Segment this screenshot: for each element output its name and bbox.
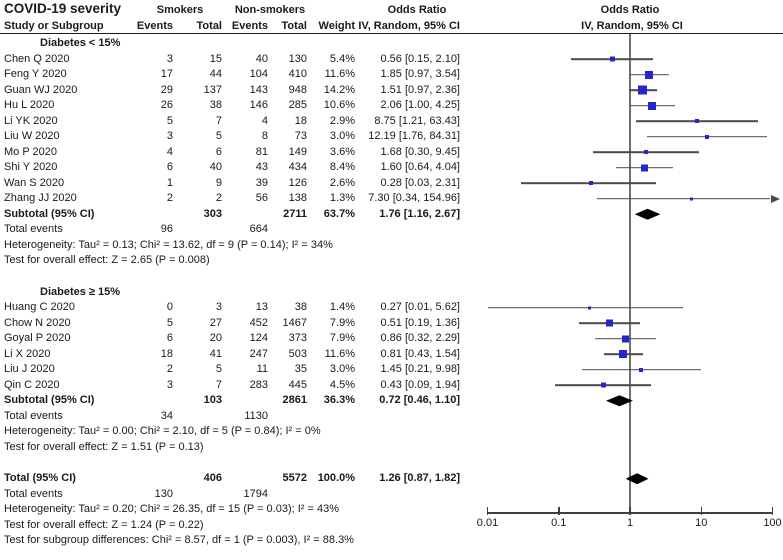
subtotal-ci-text: 1.76 [1.16, 2.67] [379,207,460,220]
study-name: Li YK 2020 [4,114,58,127]
study-row [0,191,783,207]
subtotal-ci-text: 0.72 [0.46, 1.10] [379,394,460,406]
study-row [0,176,783,192]
odds-ratio-ci-text: 12.19 [1.76, 84.31] [368,130,460,142]
header-divider-rule [0,33,783,35]
nonsmokers-events: 40 [255,52,268,65]
smokers-total: 27 [209,316,222,329]
smokers-events: 2 [166,192,173,204]
subtotal-nonsmokers-total: 2861 [282,394,307,406]
weight-value: 14.2% [323,83,355,96]
weight-value: 4.5% [329,378,355,391]
effect-square [639,368,643,372]
nonsmokers-events: 8 [261,130,268,142]
study-row [0,316,783,332]
study-row [0,114,783,130]
study-row [0,378,783,394]
study-name: Hu L 2020 [4,99,55,111]
study-name: Liu W 2020 [4,130,60,142]
total-events-nonsmokers: 1794 [243,487,268,500]
weight-value: 7.9% [329,332,355,344]
plot-title: COVID-19 severity [4,1,122,16]
study-name: Li X 2020 [4,347,51,360]
subtotal-row [0,207,783,223]
smokers-events: 3 [166,52,173,65]
odds-ratio-ci-text: 0.56 [0.15, 2.10] [380,52,460,65]
study-row [0,362,783,378]
study-row [0,98,783,114]
pooled-diamond [635,209,661,220]
effect-square [619,350,627,358]
col-header-total-nonsmokers: Total [281,20,307,32]
weight-value: 2.9% [329,114,355,127]
smokers-events: 2 [166,363,173,375]
odds-ratio-ci-text: 1.85 [0.97, 3.54] [380,68,460,80]
nonsmokers-total: 410 [288,68,307,80]
nonsmokers-total: 18 [294,114,307,127]
nonsmokers-total: 445 [288,378,307,391]
nonsmokers-total: 130 [288,52,307,65]
smokers-group-header: Smokers [156,4,204,16]
study-name: Huang C 2020 [4,301,75,313]
smokers-total: 5 [215,130,222,142]
nonsmokers-total: 285 [288,99,307,111]
nonsmokers-events: 143 [249,83,268,96]
subgroup-title-row [0,36,783,52]
total-events-smokers: 96 [160,223,173,235]
odds-ratio-ci-text: 0.81 [0.43, 1.54] [380,347,460,360]
subtotal-weight: 63.7% [323,207,355,220]
nonsmokers-total: 948 [288,83,307,96]
weight-value: 11.6% [324,68,355,80]
smokers-total: 41 [209,347,222,360]
grand-total-nonsmokers-total: 5572 [282,472,307,484]
weight-value: 3.0% [329,363,355,375]
stat-note: Heterogeneity: Tau² = 0.13; Chi² = 13.62, df = 9 (P = 0.14); I² = 34% [4,238,333,251]
subtotal-smokers-total: 103 [203,394,222,406]
effect-square [648,102,656,110]
nonsmokers-total: 126 [288,176,307,189]
study-name: Qin C 2020 [4,378,60,391]
smokers-total: 5 [215,363,222,375]
odds-ratio-ci-text: 8.75 [1.21, 63.43] [374,114,460,127]
smokers-events: 0 [166,301,173,313]
odds-ratio-ci-text: 0.51 [0.19, 1.36] [380,316,460,329]
stat-note-row [0,440,783,456]
odds-ratio-ci-text: 0.27 [0.01, 5.62] [380,301,460,313]
odds-ratio-ci-text: 1.68 [0.30, 9.45] [380,145,460,158]
weight-value: 5.4% [329,52,355,65]
subtotal-label: Subtotal (95% CI) [4,394,95,406]
effect-square [690,197,693,200]
nonsmokers-events: 124 [249,332,268,344]
ci-arrow-right [771,195,780,203]
grand-total-weight: 100.0% [317,472,355,484]
odds-ratio-plot-header: Odds Ratio [600,4,660,16]
smokers-total: 38 [209,99,222,111]
smokers-total: 7 [215,378,222,391]
pooled-diamond [626,473,649,484]
col-header-study: Study or Subgroup [4,20,104,32]
effect-square [638,86,647,95]
grand-total-ci-text: 1.26 [0.87, 1.82] [379,472,460,484]
nonsmokers-total: 138 [288,192,307,204]
smokers-events: 26 [160,99,173,111]
subgroup-title-row [0,285,783,301]
study-name: Guan WJ 2020 [4,83,78,96]
stat-note-row [0,424,783,440]
smokers-total: 6 [215,145,222,158]
odds-ratio-ci-text: 1.60 [0.64, 4.04] [380,161,460,173]
ci-line [488,307,684,309]
odds-ratio-ci-text: 7.30 [0.34, 154.96] [368,192,460,204]
smokers-events: 5 [166,114,173,127]
smokers-events: 6 [166,332,173,344]
total-events-row [0,487,783,503]
weight-value: 1.4% [329,301,355,313]
odds-ratio-ci-text: 0.43 [0.09, 1.94] [380,378,460,391]
smokers-total: 2 [215,192,222,204]
effect-square [622,335,629,342]
study-name: Liu J 2020 [4,363,55,375]
stat-note: Test for overall effect: Z = 2.65 (P = 0.008) [4,254,210,266]
smokers-events: 4 [166,145,173,158]
study-name: Chow N 2020 [4,316,71,329]
study-name: Goyal P 2020 [4,332,71,344]
nonsmokers-events: 81 [255,145,268,158]
smokers-total: 15 [209,52,222,65]
col-header-weight: Weight [318,20,355,32]
odds-ratio-ci-text: 1.51 [0.97, 2.36] [380,83,460,96]
total-events-row [0,409,783,425]
smokers-events: 3 [166,130,173,142]
effect-square [645,71,653,79]
smokers-total: 7 [215,114,222,127]
study-name: Chen Q 2020 [4,52,70,65]
study-row [0,160,783,176]
subtotal-weight: 36.3% [323,394,355,406]
nonsmokers-events: 4 [261,114,268,127]
smokers-total: 9 [215,176,222,189]
col-header-events-nonsmokers: Events [231,20,268,32]
nonsmokers-events: 247 [249,347,268,360]
effect-square [606,320,613,327]
nonsmokers-events: 11 [256,363,268,375]
pooled-diamond [606,395,633,406]
nonsmokers-events: 43 [255,161,268,173]
smokers-total: 20 [209,332,222,344]
stat-note-row [0,238,783,254]
study-name: Mo P 2020 [4,145,58,158]
subtotal-nonsmokers-total: 2711 [283,207,307,220]
effect-square [588,306,591,309]
stat-note: Heterogeneity: Tau² = 0.20; Chi² = 26.35, df = 15 (P = 0.03); I² = 43% [4,503,339,515]
smokers-events: 29 [160,83,173,96]
x-axis-tick-label: 100 [763,517,782,529]
effect-square [601,383,606,388]
study-name: Feng Y 2020 [4,68,67,80]
nonsmokers-total: 503 [288,347,307,360]
smokers-total: 44 [209,68,222,80]
study-name: Zhang JJ 2020 [4,192,77,204]
weight-value: 10.6% [323,99,355,111]
nonsmokers-total: 434 [288,161,307,173]
odds-ratio-ci-text: 0.28 [0.03, 2.31] [380,176,460,189]
non-smokers-group-header: Non-smokers [234,4,306,16]
odds-ratio-ci-text: 0.86 [0.32, 2.29] [380,332,460,344]
study-row [0,83,783,99]
smokers-events: 5 [166,316,173,329]
grand-total-smokers-total: 406 [203,472,222,484]
total-events-row [0,222,783,238]
nonsmokers-events: 39 [255,176,268,189]
stat-note-row [0,518,783,534]
nonsmokers-events: 146 [249,99,268,111]
nonsmokers-total: 73 [294,130,307,142]
effect-square [644,150,648,154]
x-axis-tick-label: 1 [626,517,634,529]
stat-note-row [0,253,783,269]
weight-value: 2.6% [329,176,355,189]
nonsmokers-total: 373 [288,332,307,344]
weight-value: 7.9% [329,316,355,329]
total-events-smokers: 130 [154,487,173,500]
nonsmokers-events: 283 [249,378,268,391]
study-row [0,129,783,145]
total-events-smokers: 34 [160,409,173,422]
smokers-events: 18 [160,347,173,360]
study-row [0,52,783,68]
stat-note: Test for subgroup differences: Chi² = 8.57, df = 1 (P = 0.003), I² = 88.3% [4,534,354,546]
grand-total-row [0,471,783,487]
total-events-nonsmokers: 1130 [244,409,268,422]
smokers-total: 40 [209,161,222,173]
odds-ratio-ci-text: 2.06 [1.00, 4.25] [380,99,460,111]
weight-value: 3.0% [329,130,355,142]
odds-ratio-ci-text: 1.45 [0.21, 9.98] [380,363,460,375]
total-events-label: Total events [4,487,63,500]
effect-square [705,135,709,139]
total-events-label: Total events [4,223,63,235]
weight-value: 1.3% [329,192,355,204]
total-events-label: Total events [4,409,63,422]
subgroup-title: Diabetes < 15% [40,37,121,49]
stat-note: Heterogeneity: Tau² = 0.00; Chi² = 2.10, df = 5 (P = 0.84); I² = 0% [4,425,321,437]
col-header-total-smokers: Total [196,20,222,32]
nonsmokers-events: 13 [255,301,268,313]
nonsmokers-total: 35 [294,363,307,375]
subtotal-smokers-total: 303 [203,207,222,220]
stat-note-row [0,502,783,518]
study-name: Shi Y 2020 [4,161,58,173]
x-axis-tick-label: 0.01 [476,517,499,529]
weight-value: 11.6% [324,347,355,360]
effect-square [589,181,593,185]
nonsmokers-total: 38 [294,301,307,313]
subtotal-label: Subtotal (95% CI) [4,207,95,220]
nonsmokers-events: 452 [249,316,268,329]
ci-line [597,198,771,200]
smokers-events: 6 [166,161,173,173]
col-header-ci-stat: IV, Random, 95% CI [358,20,460,32]
total-events-nonsmokers: 664 [249,223,268,235]
stat-note-row [0,533,783,549]
nonsmokers-events: 104 [249,68,268,80]
nonsmokers-total: 149 [288,145,307,158]
smokers-events: 3 [166,378,173,391]
weight-value: 3.6% [329,145,355,158]
stat-note: Test for overall effect: Z = 1.24 (P = 0.22) [4,518,204,531]
stat-note: Test for overall effect: Z = 1.51 (P = 0.13) [4,440,204,453]
smokers-total: 3 [215,301,222,313]
effect-square [641,164,648,171]
subtotal-row [0,393,783,409]
col-header-ci-plot: IV, Random, 95% CI [581,20,683,32]
study-row [0,331,783,347]
weight-value: 8.4% [329,161,355,173]
study-row [0,145,783,161]
study-row [0,300,783,316]
study-name: Wan S 2020 [4,176,65,189]
study-row [0,347,783,363]
nonsmokers-events: 56 [255,192,268,204]
grand-total-label: Total (95% CI) [4,472,76,484]
subgroup-title: Diabetes ≥ 15% [40,285,121,298]
effect-square [610,57,615,62]
smokers-total: 137 [203,83,222,96]
x-axis-tick-label: 10 [695,517,708,529]
odds-ratio-stat-header: Odds Ratio [387,4,447,16]
smokers-events: 1 [166,176,173,189]
effect-square [695,119,699,123]
col-header-events-smokers: Events [136,20,173,32]
x-axis-tick-label: 0.1 [551,517,567,529]
study-row [0,67,783,83]
smokers-events: 17 [160,68,173,80]
nonsmokers-total: 1467 [282,316,307,329]
